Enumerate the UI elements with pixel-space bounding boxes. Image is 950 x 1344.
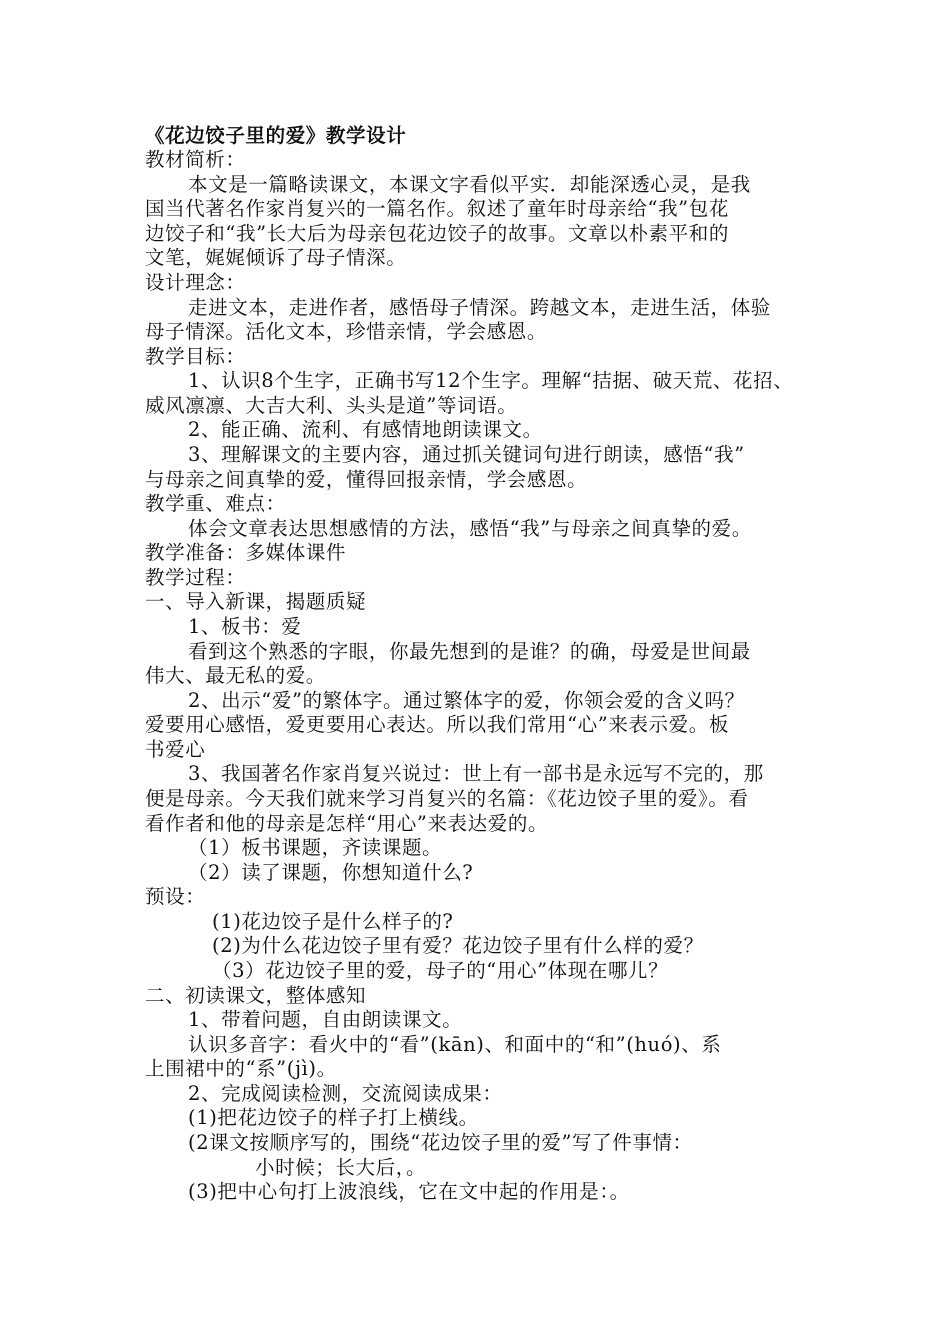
section-heading: 二、初读课文，整体感知 — [145, 984, 367, 1007]
paragraph-line: 体会文章表达思想感情的方法，感悟“我”与母亲之间真挚的爱。 — [188, 517, 752, 540]
section-heading: 教学过程： — [145, 566, 246, 589]
paragraph-line: 便是母亲。今天我们就来学习肖复兴的名篇：《花边饺子里的爱》。看 — [145, 787, 749, 810]
section-heading: 教学目标： — [145, 345, 246, 368]
paragraph-line: 1、认识8个生字，正确书写12个生字。理解“拮据、破天荒、花招、 — [188, 369, 794, 392]
paragraph-line: （2）读了课题，你想知道什么? — [188, 861, 474, 884]
paragraph-line: 认识多音字：看火中的“看”(kān)、和面中的“和”(huó)、系 — [188, 1033, 722, 1056]
paragraph-line: 文笔，娓娓倾诉了母子情深。 — [145, 246, 407, 269]
document-title: 《花边饺子里的爱》教学设计 — [145, 124, 407, 147]
paragraph-line: 威风凛凛、大吉大利、头头是道”等词语。 — [145, 394, 518, 417]
paragraph-line: (1)把花边饺子的样子打上横线。 — [188, 1106, 479, 1129]
section-heading: 预设： — [145, 885, 206, 908]
paragraph-line: 上围裙中的“系”(jì)。 — [145, 1057, 337, 1080]
paragraph-line: 2、能正确、流利、有感情地朗读课文。 — [188, 418, 543, 441]
paragraph-line: (1)花边饺子是什么样子的? — [212, 910, 454, 933]
paragraph-line: 母子情深。活化文本，珍惜亲情，学会感恩。 — [145, 320, 548, 343]
section-heading: 教材简析： — [145, 148, 246, 171]
paragraph-line: (2课文按顺序写的，围绕“花边饺子里的爱”写了件事情： — [188, 1131, 693, 1154]
section-heading: 一、导入新课，揭题质疑 — [145, 590, 367, 613]
section-heading: 设计理念： — [145, 271, 246, 294]
paragraph-line: 书爱心 — [145, 738, 206, 761]
paragraph-line: 走进文本，走进作者，感悟母子情深。跨越文本，走进生活，体验 — [188, 296, 771, 319]
paragraph-line: 本文是一篇略读课文，本课文字看似平实．却能深透心灵，是我 — [188, 173, 751, 196]
paragraph-line: 3、我国著名作家肖复兴说过：世上有一部书是永远写不完的，那 — [188, 762, 764, 785]
paragraph-line: 2、出示“爱”的繁体字。通过繁体字的爱，你领会爱的含义吗？ — [188, 689, 745, 712]
paragraph-line: 国当代著名作家肖复兴的一篇名作。叙述了童年时母亲给“我”包花 — [145, 197, 729, 220]
paragraph-line: 边饺子和“我”长大后为母亲包花边饺子的故事。文章以朴素平和的 — [145, 222, 729, 245]
paragraph-line: (2)为什么花边饺子里有爱？花边饺子里有什么样的爱？ — [212, 934, 704, 957]
paragraph-line: （3）花边饺子里的爱，母子的“用心”体现在哪儿？ — [212, 959, 669, 982]
paragraph-line: 1、板书：爱 — [188, 615, 302, 638]
paragraph-line: (3)把中心句打上波浪线，它在文中起的作用是：。 — [188, 1180, 630, 1203]
paragraph-line: 1、带着问题，自由朗读课文。 — [188, 1008, 463, 1031]
paragraph-line: 2、完成阅读检测，交流阅读成果： — [188, 1082, 503, 1105]
paragraph-line: 伟大、最无私的爱。 — [145, 664, 326, 687]
paragraph-line: 爱要用心感悟，爱更要用心表达。所以我们常用“心”来表示爱。板 — [145, 713, 729, 736]
paragraph-line: 小时候；长大后，。 — [255, 1156, 427, 1179]
section-heading: 教学重、难点： — [145, 492, 286, 515]
paragraph-line: 看作者和他的母亲是怎样“用心”来表达爱的。 — [145, 812, 549, 835]
paragraph-line: 看到这个熟悉的字眼，你最先想到的是谁？的确，母爱是世间最 — [188, 640, 751, 663]
paragraph-line: （1）板书课题，齐读课题。 — [188, 836, 443, 859]
section-heading: 教学准备：多媒体课件 — [145, 541, 347, 564]
paragraph-line: 与母亲之间真挚的爱，懂得回报亲情，学会感恩。 — [145, 468, 588, 491]
paragraph-line: 3、理解课文的主要内容，通过抓关键词句进行朗读，感悟“我” — [188, 443, 745, 466]
